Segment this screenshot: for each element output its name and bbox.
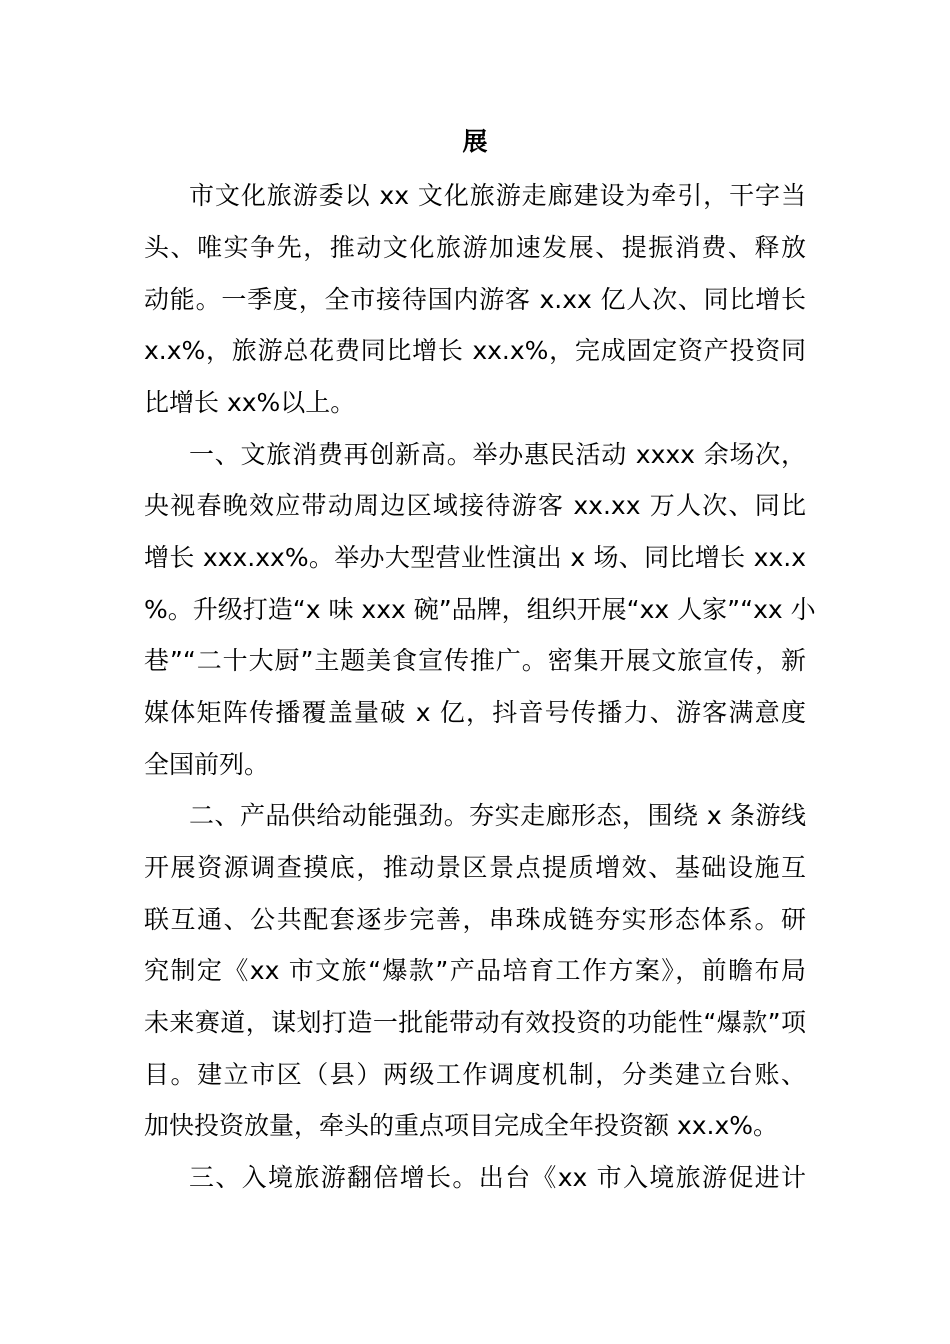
paragraph-1-line-2: 头、唯实争先，推动文化旅游加速发展、提振消费、释放	[144, 233, 806, 262]
paragraph-2-line-1: 一、文旅消费再创新高。举办惠民活动 xxxx 余场次，	[189, 440, 806, 469]
paragraph-3-line-7: 加快投资放量，牵头的重点项目完成全年投资额 xx.x%。	[144, 1111, 779, 1140]
page-title: 展	[462, 127, 488, 156]
paragraph-1-line-4: x.x%，旅游总花费同比增长 xx.x%，完成固定资产投资同	[144, 336, 806, 365]
paragraph-1-line-5: 比增长 xx%以上。	[144, 388, 356, 417]
paragraph-2-line-5: 巷”“二十大厨”主题美食宣传推广。密集开展文旅宣传，新	[144, 646, 806, 675]
paragraph-3-line-2: 开展资源调查摸底，推动景区景点提质增效、基础设施互	[144, 853, 806, 882]
paragraph-2-line-2: 央视春晚效应带动周边区域接待游客 xx.xx 万人次、同比	[144, 491, 806, 520]
paragraph-3-line-3: 联互通、公共配套逐步完善，串珠成链夯实形态体系。研	[144, 905, 806, 934]
paragraph-3-line-1: 二、产品供给动能强劲。夯实走廊形态，围绕 x 条游线	[189, 801, 806, 830]
paragraph-2-line-7: 全国前列。	[144, 750, 270, 779]
paragraph-4-line-1: 三、入境旅游翻倍增长。出台《xx 市入境旅游促进计	[189, 1163, 806, 1192]
paragraph-3-line-5: 未来赛道，谋划打造一批能带动有效投资的功能性“爆款”项	[144, 1008, 806, 1037]
paragraph-3-line-4: 究制定《xx 市文旅“爆款”产品培育工作方案》，前瞻布局	[144, 956, 806, 985]
paragraph-3-line-6: 目。建立市区（县）两级工作调度机制，分类建立台账、	[144, 1060, 806, 1089]
paragraph-2-line-3: 增长 xxx.xx%。举办大型营业性演出 x 场、同比增长 xx.x	[144, 543, 806, 572]
paragraph-1-line-1: 市文化旅游委以 xx 文化旅游走廊建设为牵引，干字当	[189, 181, 806, 210]
paragraph-2-line-6: 媒体矩阵传播覆盖量破 x 亿，抖音号传播力、游客满意度	[144, 698, 806, 727]
paragraph-2-line-4: %。升级打造“x 味 xxx 碗”品牌，组织开展“xx 人家”“xx 小	[144, 595, 816, 624]
paragraph-1-line-3: 动能。一季度，全市接待国内游客 x.xx 亿人次、同比增长	[144, 285, 806, 314]
